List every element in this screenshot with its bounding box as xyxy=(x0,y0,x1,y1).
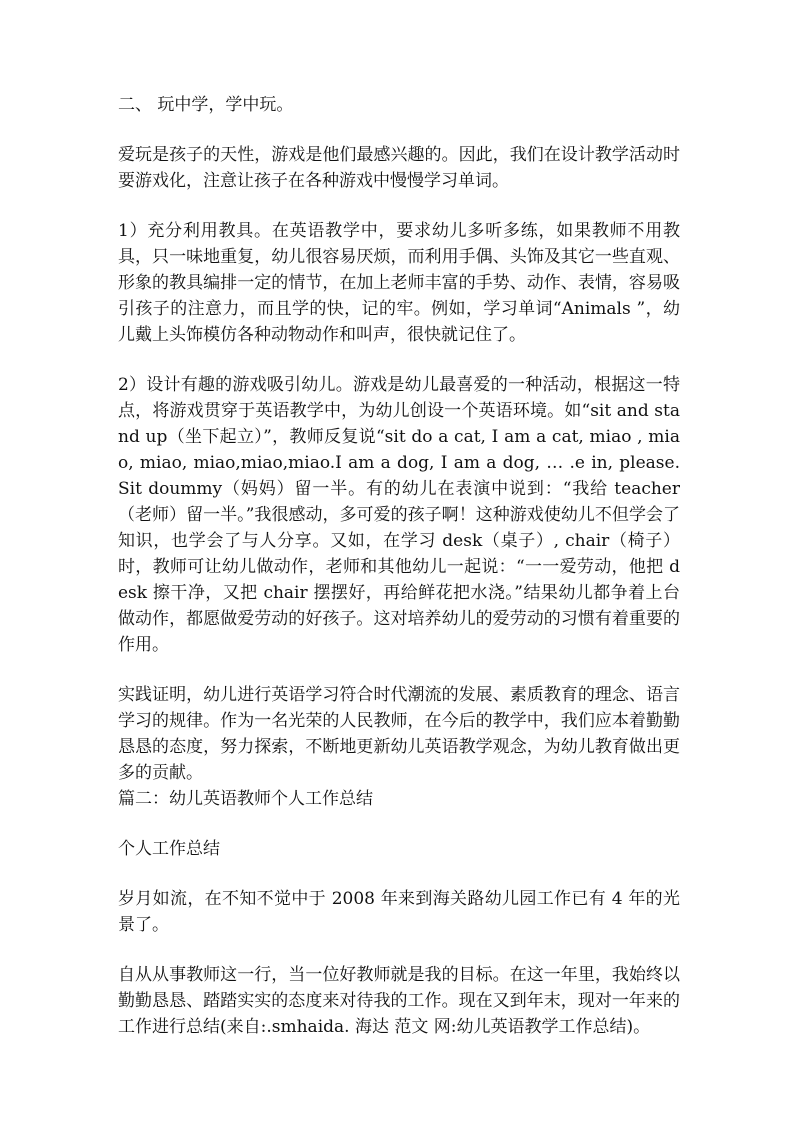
article-title: 篇二：幼儿英语教师个人工作总结 xyxy=(118,789,373,809)
paragraph-goal: 自从从事教师这一行，当一位好教师就是我的目标。在这一年里，我始终以勤勤恳恳、踏踏实实的态度来对待我的工作。现在又到年末，现对一年来的工作进行总结(来自:.smhaida. 海达 范文 网:幼儿英语教学工作总结)。 xyxy=(118,965,680,1037)
paragraph-conclusion: 实践证明，幼儿进行英语学习符合时代潮流的发展、素质教育的理念、语言学习的规律。作为一名光荣的人民教师，在今后的教学中，我们应本着勤勤恳恳的态度，努力探索，不断地更新幼儿英语教学观念，为幼儿教育做出更多的贡献。 xyxy=(118,685,680,783)
document-body xyxy=(118,92,680,1064)
paragraph-teaching-aids: 1）充分利用教具。在英语教学中，要求幼儿多听多练，如果教师不用教具，只一味地重复，幼儿很容易厌烦，而利用手偶、头饰及其它一些直观、形象的教具编排一定的情节，在加上老师丰富的手势、动作、表情，容易吸引孩子的注意力，而且学的快，记的牢。例如，学习单词“Animals ”，幼儿戴上头饰模仿各种动物动作和叫声，很快就记住了。 xyxy=(118,221,680,345)
section-heading: 二、 玩中学，学中玩。 xyxy=(118,95,294,115)
paragraph-games: 2）设计有趣的游戏吸引幼儿。游戏是幼儿最喜爱的一种活动，根据这一特点，将游戏贯穿于英语教学中，为幼儿创设一个英语环境。如“sit and stand up（坐下起立）”，教师反复说“sit do a cat, I am a cat, miao , miao, miao, miao,miao,miao.I am a dog, I am a dog, … .e in, please. Sit doummy（妈妈）留一半。有的幼儿在表演中说到：“我给 teacher（老师）留一半。”我很感动，多可爱的孩子啊！这种游戏使幼儿不但学会了知识，也学会了与人分享。又如，在学习 desk（桌子）, chair（椅子）时，教师可让幼儿做动作，老师和其他幼儿一起说：“一一爱劳动，他把 desk 擦干净，又把 chair 摆摆好，再给鲜花把水浇。”结果幼儿都争着上台做动作，都愿做爱劳动的好孩子。这对培养幼儿的爱劳动的习惯有着重要的作用。 xyxy=(118,375,680,655)
paragraph-years: 岁月如流，在不知不觉中于 2008 年来到海关路幼儿园工作已有 4 年的光景了。 xyxy=(118,889,680,935)
article-subtitle: 个人工作总结 xyxy=(118,839,220,859)
paragraph-intro: 爱玩是孩子的天性，游戏是他们最感兴趣的。因此，我们在设计教学活动时要游戏化，注意让孩子在各种游戏中慢慢学习单词。 xyxy=(118,145,680,191)
